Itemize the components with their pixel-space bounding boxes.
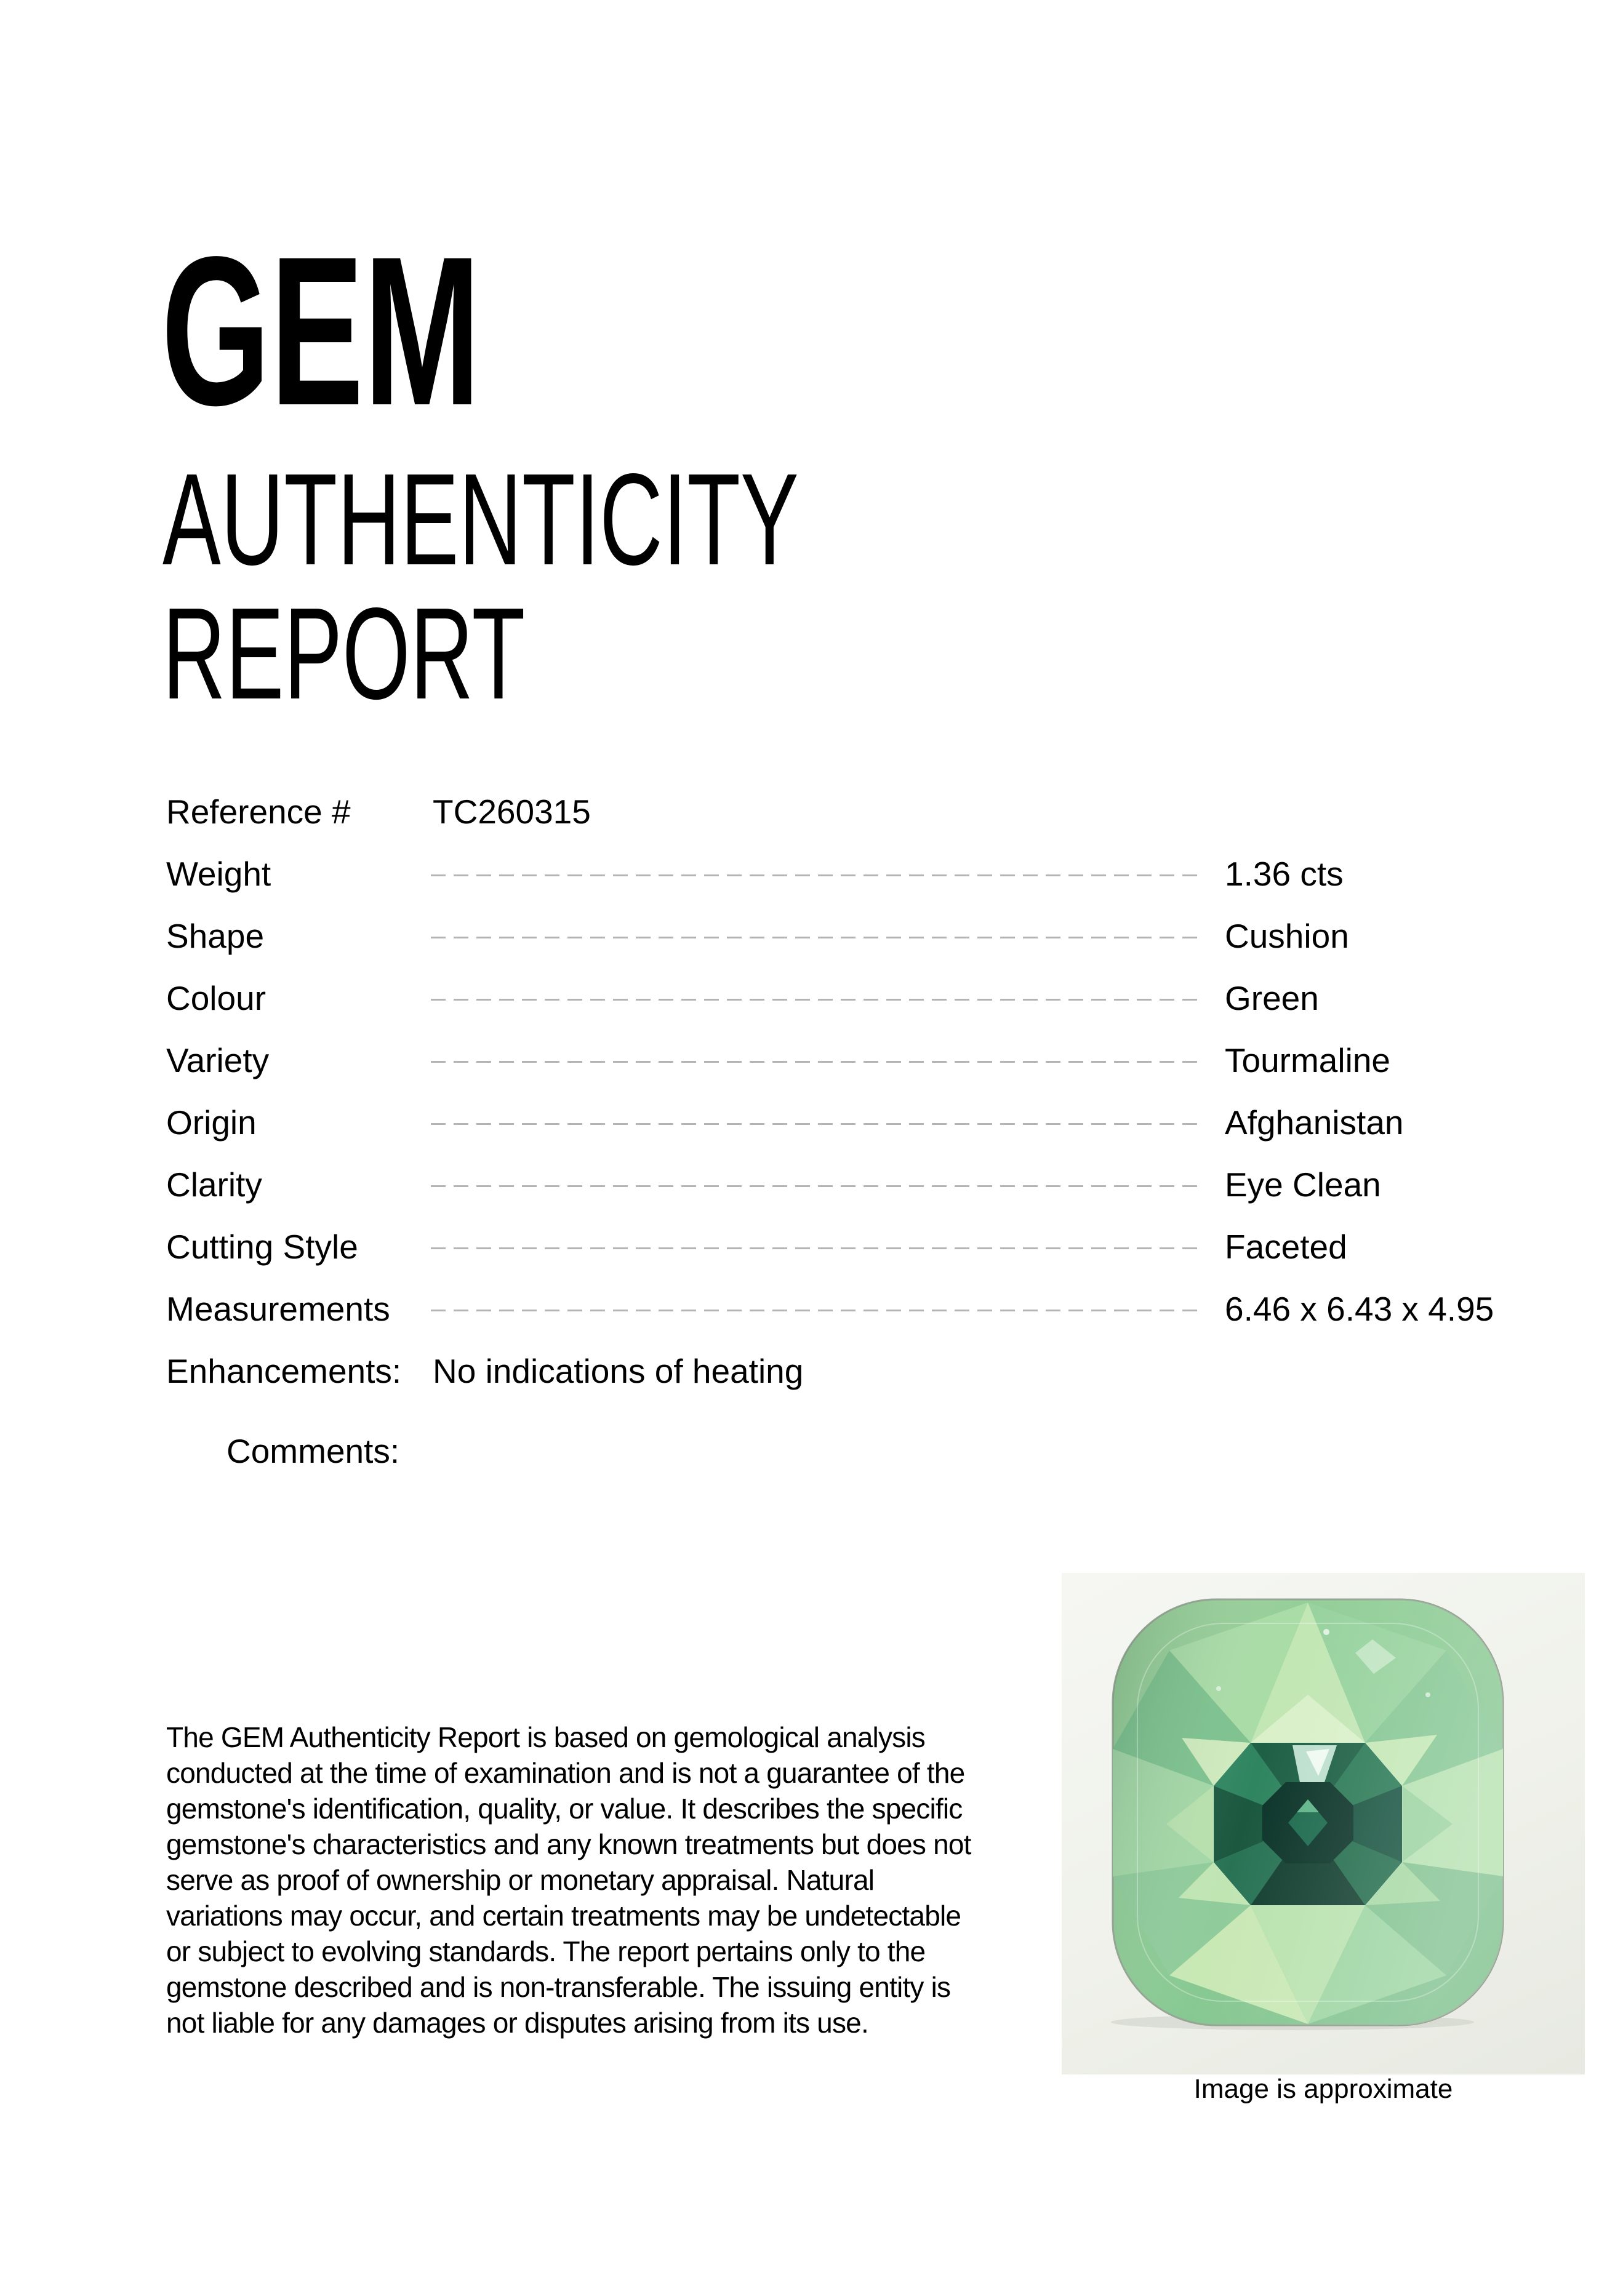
disclaimer-line: variations may occur, and certain treatments may be undetectable (166, 1900, 961, 1932)
field-value: 1.36 cts (1225, 855, 1344, 893)
field-row-clarity (0, 1166, 1623, 1204)
field-label: Variety (166, 1041, 270, 1079)
disclaimer-line: The GEM Authenticity Report is based on gemological analysis (166, 1721, 925, 1753)
field-row-variety (0, 1041, 1623, 1079)
dotted-leader (431, 1247, 1200, 1249)
disclaimer-line: or subject to evolving standards. The report pertains only to the (166, 1935, 926, 1967)
disclaimer-line: not liable for any damages or disputes arising from its use. (166, 2007, 868, 2039)
disclaimer-line: gemstone's characteristics and any known treatments but does not (166, 1828, 971, 1860)
field-label: Origin (166, 1103, 257, 1142)
image-caption: Image is approximate (1193, 2074, 1453, 2104)
field-label: Shape (166, 917, 265, 955)
field-row-origin (0, 1103, 1623, 1142)
field-row-reference (0, 793, 1623, 831)
field-row-comments (0, 1432, 1623, 1470)
field-label: Cutting Style (166, 1228, 358, 1266)
report-subtitle (162, 446, 799, 726)
field-label: Comments: (226, 1432, 400, 1470)
field-label: Reference # (166, 793, 351, 831)
subtitle-line-2: REPORT (162, 580, 526, 726)
field-label: Clarity (166, 1166, 262, 1204)
field-row-shape (0, 917, 1623, 955)
gemstone-photo (1062, 1573, 1585, 2074)
dotted-leader (431, 1123, 1200, 1125)
field-label: Enhancements: (166, 1352, 402, 1390)
subtitle-line-1: AUTHENTICITY (162, 446, 799, 592)
disclaimer-paragraph (166, 1719, 971, 2041)
dotted-leader (431, 1310, 1200, 1311)
field-label: Weight (166, 855, 271, 893)
field-row-enhancements (0, 1352, 1623, 1390)
field-value: 6.46 x 6.43 x 4.95 (1225, 1290, 1494, 1328)
field-value: Green (1225, 979, 1319, 1017)
field-row-colour (0, 979, 1623, 1017)
disclaimer-line: conducted at the time of examination and is not a guarantee of the (166, 1757, 965, 1789)
field-value: TC260315 (433, 793, 591, 831)
field-value: Afghanistan (1225, 1103, 1404, 1142)
field-row-cutting-style (0, 1228, 1623, 1266)
field-value: Tourmaline (1225, 1041, 1391, 1079)
gemstone-illustration (1108, 1596, 1508, 2030)
dotted-leader (431, 874, 1200, 876)
field-value: Faceted (1225, 1228, 1347, 1266)
brand-title: GEM (161, 213, 481, 450)
field-value: Cushion (1225, 917, 1349, 955)
disclaimer-line: gemstone's identification, quality, or value. It describes the specific (166, 1793, 963, 1825)
dotted-leader (431, 999, 1200, 1001)
disclaimer-line: serve as proof of ownership or monetary appraisal. Natural (166, 1864, 875, 1896)
field-row-measurements (0, 1290, 1623, 1328)
field-value: Eye Clean (1225, 1166, 1381, 1204)
dotted-leader (431, 1185, 1200, 1187)
field-row-weight (0, 855, 1623, 893)
dotted-leader (431, 937, 1200, 938)
field-label: Measurements (166, 1290, 390, 1328)
field-value: No indications of heating (433, 1352, 804, 1390)
dotted-leader (431, 1061, 1200, 1063)
disclaimer-line: gemstone described and is non-transferable. The issuing entity is (166, 1971, 951, 2003)
field-label: Colour (166, 979, 266, 1017)
gem-highlights (1113, 1599, 1503, 2025)
